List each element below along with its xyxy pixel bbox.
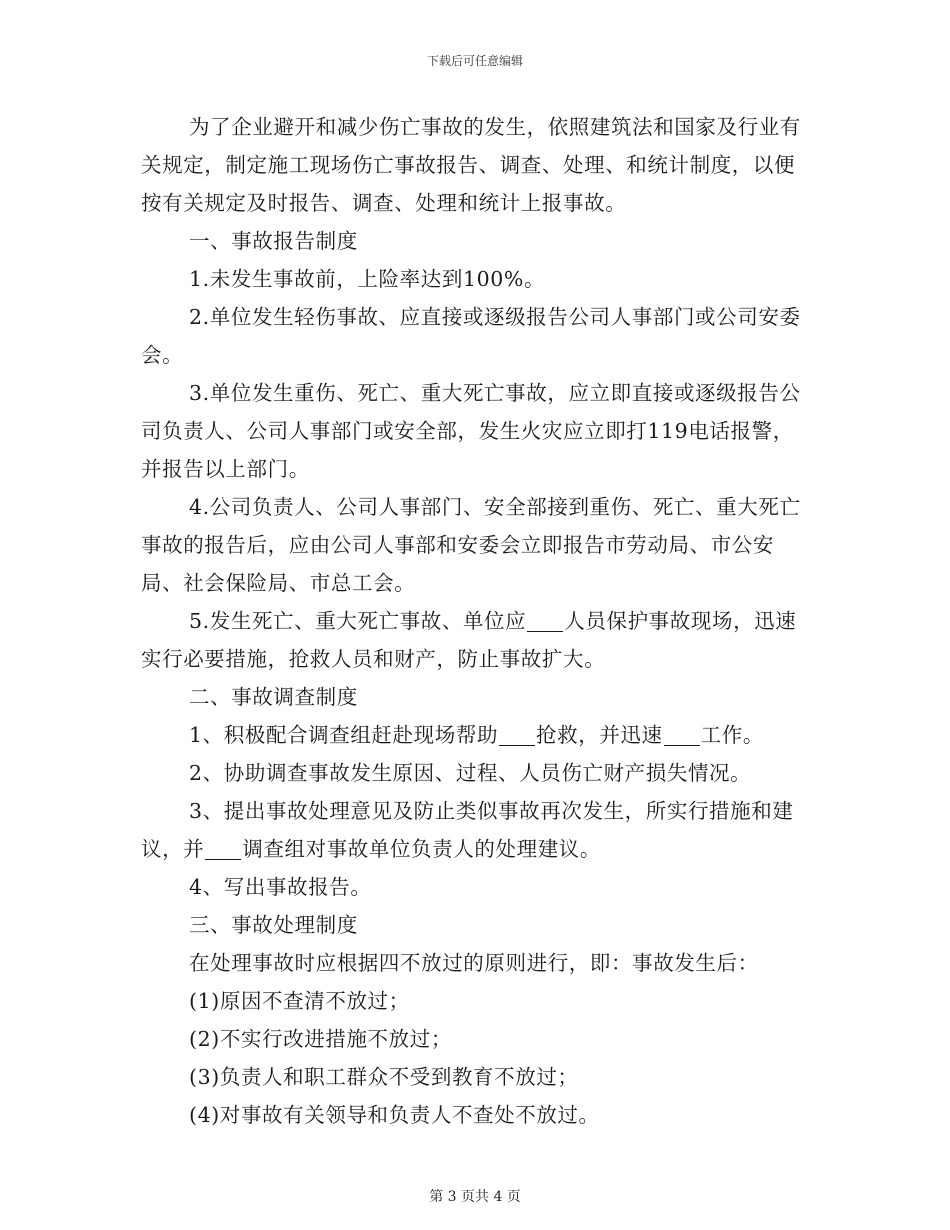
reporting-item-5-part-b: 人员保护事故现场，迅速实行必要措施，抢救人员和财产，防止事故扩大。 xyxy=(141,609,797,671)
handling-principle-3: (3)负责人和职工群众不受到教育不放过； xyxy=(189,1065,579,1089)
intro-paragraph: 为了企业避开和减少伤亡事故的发生，依照建筑法和国家及行业有关规定，制定施工现场伤亡事故报告、调查、处理、和统计制度，以便按有关规定及时报告、调查、处理和统计上报事故。 xyxy=(141,115,801,215)
section-heading-investigation: 二、事故调查制度 xyxy=(189,685,358,709)
fill-blank xyxy=(664,723,700,746)
section-heading-handling: 三、事故处理制度 xyxy=(189,913,358,937)
investigation-item-1-part-a: 1、积极配合调查组赶赴现场帮助 xyxy=(189,723,499,747)
fill-blank xyxy=(527,609,563,632)
fill-blank xyxy=(499,723,535,746)
reporting-item-5-part-a: 5.发生死亡、重大死亡事故、单位应 xyxy=(189,609,527,633)
handling-principle-1: (1)原因不查清不放过； xyxy=(189,989,410,1013)
investigation-item-4: 4、写出事故报告。 xyxy=(189,875,372,899)
investigation-item-3-part-a: 3、提出事故处理意见及防止类似事故再次发生，所实行措施和建议，并 xyxy=(141,799,794,861)
investigation-item-3-part-b: 调查组对事故单位负责人的处理建议。 xyxy=(242,837,602,861)
page-footer: 第 3 页共 4 页 xyxy=(429,1189,521,1205)
handling-intro: 在处理事故时应根据四不放过的原则进行，即：事故发生后： xyxy=(189,951,759,975)
section-heading-reporting: 一、事故报告制度 xyxy=(189,229,358,253)
document-body xyxy=(141,108,813,1134)
reporting-item-3: 3.单位发生重伤、死亡、重大死亡事故，应立即直接或逐级报告公司负责人、公司人事部门或安全部，发生火灾应立即打119电话报警，并报告以上部门。 xyxy=(141,381,801,481)
reporting-item-5 xyxy=(141,602,813,678)
investigation-item-1 xyxy=(141,716,813,754)
investigation-item-3 xyxy=(141,792,813,868)
reporting-item-2: 2.单位发生轻伤事故、应直接或逐级报告公司人事部门或公司安委会。 xyxy=(141,305,801,367)
investigation-item-2: 2、协助调查事故发生原因、过程、人员伤亡财产损失情况。 xyxy=(189,761,752,785)
handling-principle-4: (4)对事故有关领导和负责人不查处不放过。 xyxy=(189,1103,600,1127)
investigation-item-1-part-b: 抢救，并迅速 xyxy=(536,723,663,747)
handling-principle-2: (2)不实行改进措施不放过； xyxy=(189,1027,452,1051)
investigation-item-1-part-c: 工作。 xyxy=(700,723,764,747)
fill-blank xyxy=(205,837,241,860)
reporting-item-4: 4.公司负责人、公司人事部门、安全部接到重伤、死亡、重大死亡事故的报告后，应由公司人事部和安委会立即报告市劳动局、市公安局、社会保险局、市总工会。 xyxy=(141,495,801,595)
page-header: 下载后可任意编辑 xyxy=(426,54,523,68)
reporting-item-1: 1.未发生事故前，上险率达到100%。 xyxy=(189,267,546,291)
